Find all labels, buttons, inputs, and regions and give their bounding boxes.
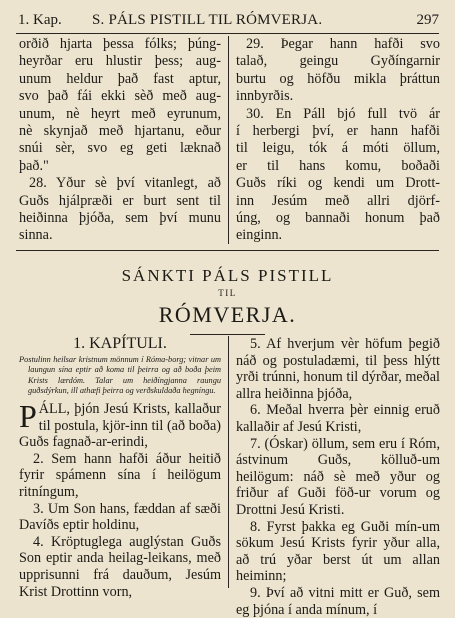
chapter-heading: 1. KAPÍTULI. [73,335,167,352]
text-line: unum heldur það fast aptur, [19,70,221,87]
text-line: svo það fái ekki sèð með aug- [19,88,221,105]
text-line: Guðs hjálpræði er burt sent til [19,192,221,209]
title-ornament-rule [190,334,265,335]
header-chapter: 1. Kap. [18,12,62,28]
text-line: er til hans komu, boðaði [236,157,440,174]
top-left-column [19,36,221,245]
verse-6: 6. Meðal hverra þèr einnig eruð kallaðir af Jesú Kristi, [236,402,440,435]
header-title: S. PÁLS PISTILL TIL RÓMVERJA. [92,12,323,28]
drop-cap: P [19,397,37,434]
chapter-left-column [19,336,221,600]
text-line: 28. Yður sè því vitanlegt, að [29,175,221,192]
text-line: úng, og bannaði honum það [236,210,440,227]
text-line: í herbergi því, er hann hafði [236,123,440,140]
verse-2: 2. Sem hann hafði áður heitið fyrir spámenn sína í heilögum ritníngum, [19,450,221,500]
verse-4: 4. Kröptuglega auglýstan Guðs Son eptir anda heilag-leikans, með upprisunni frá dauðum, Jesúm Krist Drottinn vorn, [19,533,221,600]
text-line: unum, nè heyrt með eyrunum, [19,105,221,122]
verse-1: PÁLL, þjón Jesú Krists, kallaður til postula, kjör-inn til (að boða) Guðs fagnað-ar-erindi, [19,397,221,451]
book-title-line3: RÓMVERJA. [158,302,297,327]
top-left-text [19,36,221,245]
text-line: einginn. [236,227,283,244]
verse-8: 8. Fyrst þakka eg Guði mín-um sökum Jesú Krists fyrir yður alla, að trú yðar berst út um allan heiminn; [236,518,440,585]
text-line: snúi sèr, svo eg geti læknað [19,140,221,157]
running-header [18,10,439,30]
chapter-right-column [236,336,440,618]
verse-3: 3. Um Son hans, fæddan af sæði Davíðs eptir holdinu, [19,500,221,534]
text-line: heyrðar eru hlustir þess; aug- [19,53,221,70]
text-line: orðið hjarta þessa fólks; þúng- [19,36,221,52]
text-line: 29. Þegar hann hafði svo [246,36,440,52]
book-title-line2: TIL [218,288,237,298]
text-line: heiðinna þjóða, sem því munu [19,210,221,227]
text-line: innbyrðis. [236,88,294,105]
text-line: Guðs ríki og kendi um Drott- [236,175,440,192]
text-line: til leigu, tók á móti öllum, [236,140,440,157]
chapter-summary: Postulinn heilsar kristnum mönnum í Róma-borg; vitnar um laungun sína eptir að koma til þeirra og að boða þeim Krists lærdóm. Talar um heiðíngjanna raungu guðsdýrkun, ill athæfi þeirra og verðskuldaða hegníngu. [19,354,221,396]
page-number: 297 [416,12,439,28]
text-line: það." [19,157,49,174]
book-title-line1: SÁNKTI PÁLS PISTILL [121,266,334,285]
top-right-column [236,36,440,245]
verse-7: 7. (Óskar) öllum, sem eru í Róm, ástvinum Guðs, kölluð-um heilögum: náð sè með yður og friður af Guði föð-ur vorum og Drottni Jesú Kristi. [236,435,440,518]
text-line: 30. En Páll bjó full tvö ár [246,105,440,122]
text-line: talað, geingu Gyðíngarnir [236,53,440,70]
top-column-divider [228,36,229,244]
text-line: sinna. [19,227,53,244]
header-rule [16,33,439,34]
section-rule [16,250,439,251]
verse-5: 5. Af hverjum vèr höfum þegið náð og postuladæmi, til þess hlýtt yrði trúnni, honum til dýrðar, meðal allra heiðinna þjóða, [236,336,440,402]
text-line: inn Jesúm með allri djörf- [236,192,440,209]
chapter-column-divider [228,336,229,588]
verse-9: 9. Því að vitni mitt er Guð, sem eg þjóna í anda mínum, í [236,584,440,618]
text-line: burtu og höfðu mikla þráttun [236,70,440,87]
text-line: nè skynjað með hjartanu, eður [19,123,221,140]
